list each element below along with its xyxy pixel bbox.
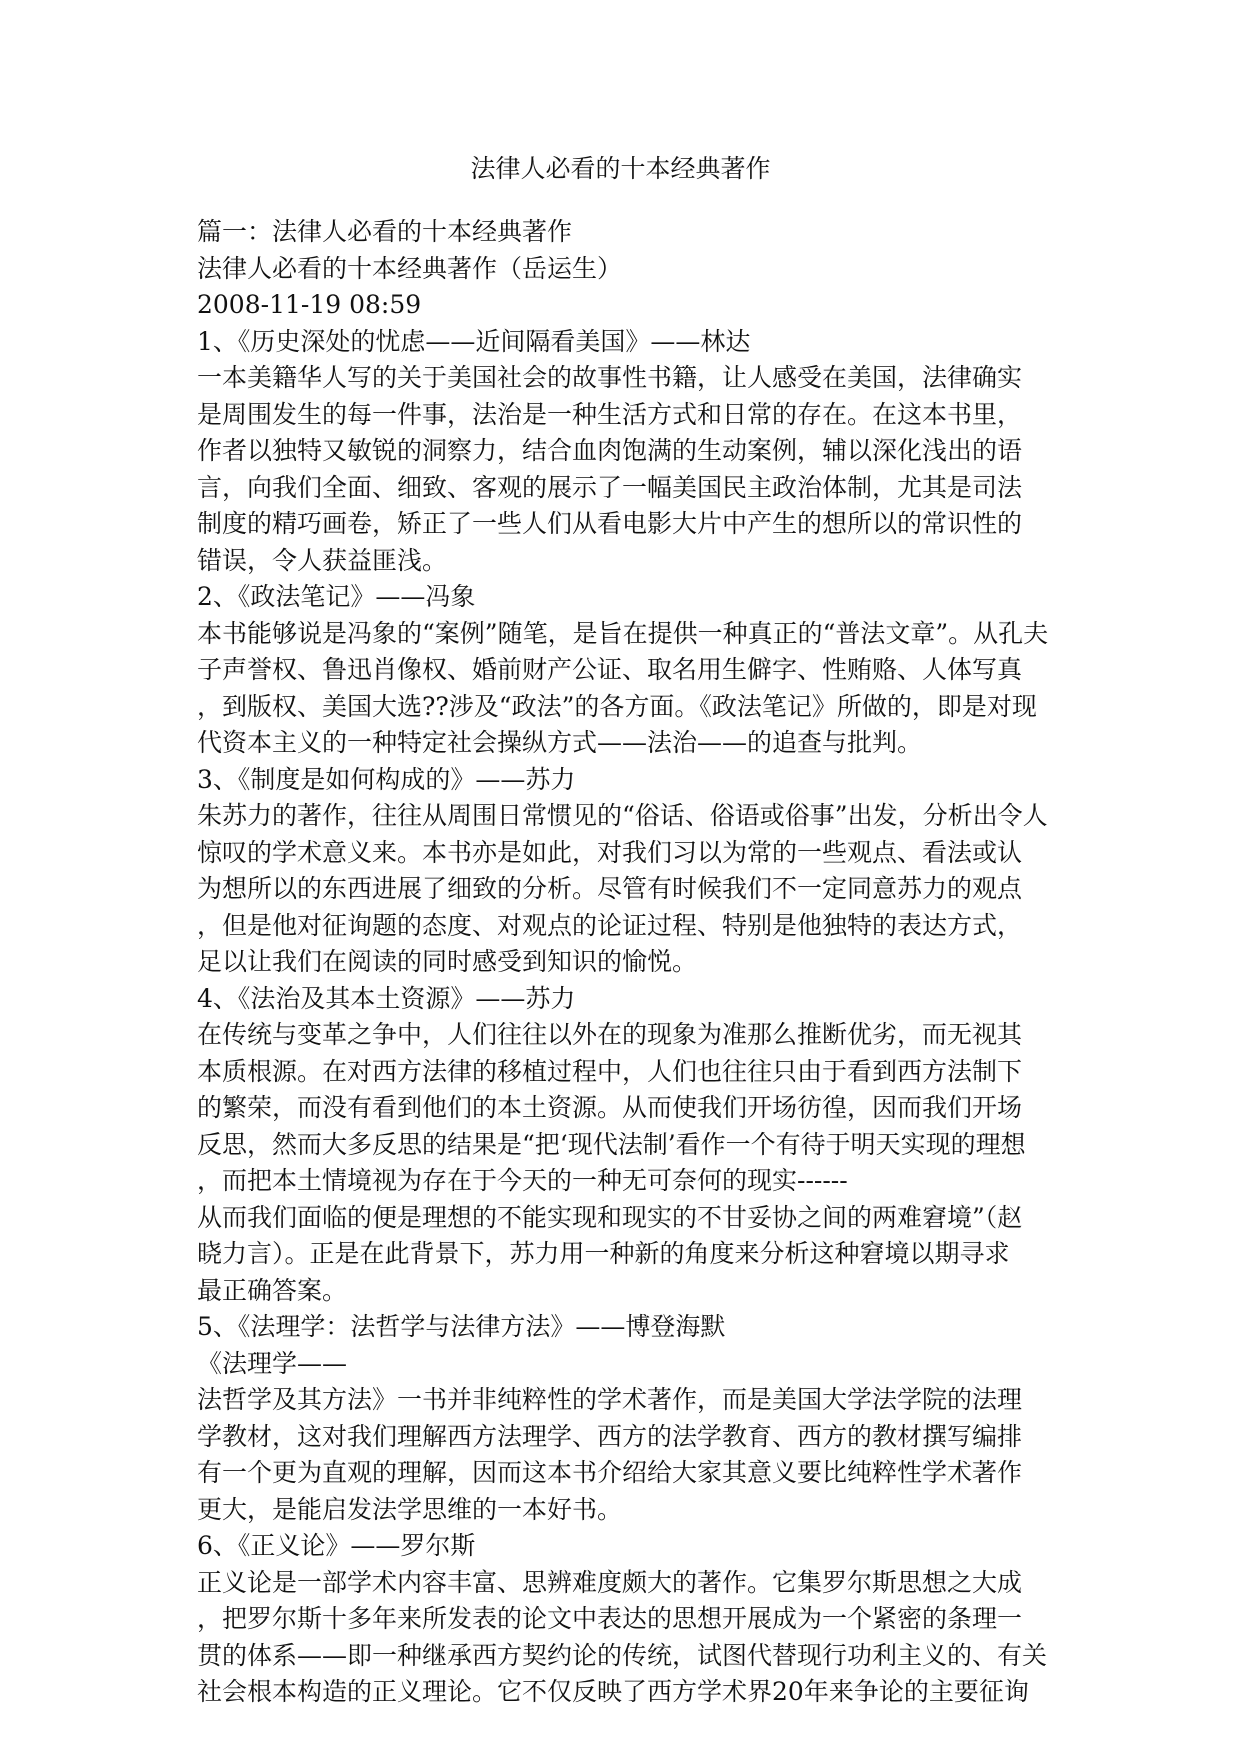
text-line: 正义论是一部学术内容丰富、思辨难度颇大的著作。它集罗尔斯思想之大成	[197, 1567, 1023, 1597]
text-line: 反思，然而大多反思的结果是“把‘现代法制’看作一个有待于明天实现的理想	[197, 1129, 1026, 1159]
text-line: 法哲学及其方法》一书并非纯粹性的学术著作，而是美国大学法学院的法理	[197, 1385, 1023, 1414]
text-line: 本质根源。在对西方法律的移植过程中，人们也往往只由于看到西方法制下	[197, 1056, 1023, 1086]
text-line: 晓力言）。正是在此背景下，苏力用一种新的角度来分析这种窘境以期寻求	[197, 1239, 1010, 1268]
text-line: 作者以独特又敏锐的洞察力，结合血肉饱满的生动案例，辅以深化浅出的语	[197, 436, 1023, 465]
text-line: 1、《历史深处的忧虑——近间隔看美国》——林达	[197, 326, 751, 356]
text-line: 足以让我们在阅读的同时感受到知识的愉悦。	[197, 947, 698, 976]
text-line: 3、《制度是如何构成的》——苏力	[197, 764, 576, 794]
text-line: 法律人必看的十本经典著作（岳运生）	[197, 253, 623, 283]
text-line: ，而把本土情境视为存在于今天的一种无可奈何的现实------	[197, 1166, 848, 1195]
text-line: 篇一：法律人必看的十本经典著作	[197, 217, 573, 246]
text-line: ，把罗尔斯十多年来所发表的论文中表达的思想开展成为一个紧密的条理一	[197, 1604, 1023, 1633]
text-line: 5、《法理学：法哲学与法律方法》——博登海默	[197, 1312, 726, 1341]
text-line: 惊叹的学术意义来。本书亦是如此，对我们习以为常的一些观点、看法或认	[197, 837, 1023, 867]
text-line: 社会根本构造的正义理论。它不仅反映了西方学术界20年来争论的主要征询	[197, 1677, 1029, 1706]
text-line: 2、《政法笔记》——冯象	[197, 582, 476, 611]
text-line: 2008-11-19 08:59	[197, 290, 422, 319]
text-line: 6、《正义论》——罗尔斯	[197, 1531, 476, 1560]
text-line: 代资本主义的一种特定社会操纵方式——法治——的追查与批判。	[197, 728, 923, 757]
text-line: 本书能够说是冯象的“案例”随笔，是旨在提供一种真正的“普法文章”。从孔夫	[197, 618, 1049, 648]
text-line: 从而我们面临的便是理想的不能实现和现实的不甘妥协之间的两难窘境”（赵	[197, 1202, 1023, 1232]
text-line: 4、《法治及其本土资源》——苏力	[197, 983, 576, 1013]
text-line: 贯的体系——即一种继承西方契约论的传统，试图代替现行功利主义的、有关	[197, 1640, 1048, 1670]
document-title: 法律人必看的十本经典著作	[470, 154, 771, 183]
text-line: 为想所以的东西进展了细致的分析。尽管有时候我们不一定同意苏力的观点	[197, 874, 1023, 903]
text-line: 的繁荣，而没有看到他们的本土资源。从而使我们开场彷徨，因而我们开场	[197, 1093, 1023, 1122]
document-body	[197, 214, 1057, 1711]
text-line: 有一个更为直观的理解，因而这本书介绍给大家其意义要比纯粹性学术著作	[197, 1458, 1023, 1487]
text-line: 子声誉权、鲁迅肖像权、婚前财产公证、取名用生僻字、性贿赂、人体写真	[197, 655, 1023, 684]
text-line: 是周围发生的每一件事，法治是一种生活方式和日常的存在。在这本书里，	[197, 399, 1023, 429]
text-line: ，到版权、美国大选??涉及“政法”的各方面。《政法笔记》所做的，即是对现	[197, 691, 1037, 721]
text-line: 《法理学——	[197, 1348, 348, 1378]
text-line: 在传统与变革之争中，人们往往以外在的现象为准那么推断优劣，而无视其	[197, 1020, 1023, 1049]
text-line: 朱苏力的著作，往往从周围日常惯见的“俗话、俗语或俗事”出发，分析出令人	[197, 801, 1048, 830]
text-line: 制度的精巧画卷，矫正了一些人们从看电影大片中产生的想所以的常识性的	[197, 509, 1023, 538]
text-line: 言，向我们全面、细致、客观的展示了一幅美国民主政治体制，尤其是司法	[197, 472, 1023, 502]
text-line: 最正确答案。	[197, 1275, 348, 1305]
text-line: 错误，令人获益匪浅。	[197, 545, 448, 575]
text-line: 一本美籍华人写的关于美国社会的故事性书籍，让人感受在美国，法律确实	[197, 363, 1023, 392]
text-line: ，但是他对征询题的态度、对观点的论证过程、特别是他独特的表达方式，	[197, 910, 1023, 940]
text-line: 更大，是能启发法学思维的一本好书。	[197, 1494, 623, 1524]
text-line: 学教材，这对我们理解西方法理学、西方的法学教育、西方的教材撰写编排	[197, 1421, 1023, 1451]
